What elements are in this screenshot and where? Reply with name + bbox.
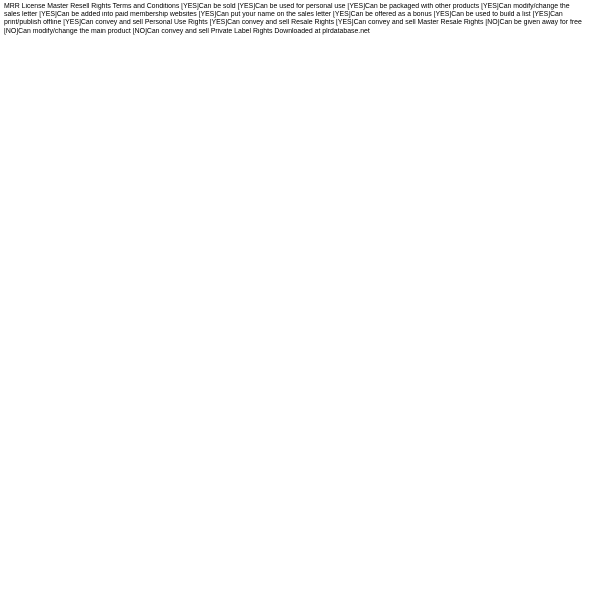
license-text-line: sales letter [YES]Can be added into paid membership websites [YES]Can put your name on the sales letter [YES]Can be offered as a bonus [YES]Can be used to build a list [YES]Can	[4, 11, 563, 19]
license-text-line: print/publish offline [YES]Can convey and sell Personal Use Rights [YES]Can convey and sell Resale Rights [YES]Can convey and sell Master Resale Rights [NO]Can be given away for free	[4, 19, 582, 27]
license-text-block	[4, 3, 598, 36]
license-text-line: [NO]Can modify/change the main product [NO]Can convey and sell Private Label Rights Downloaded at plrdatabase.net	[4, 27, 370, 35]
license-text-line: MRR License Master Resell Rights Terms and Conditions [YES]Can be sold [YES]Can be used for personal use [YES]Can be packaged with other products [YES]Can modify/change the	[4, 3, 570, 10]
